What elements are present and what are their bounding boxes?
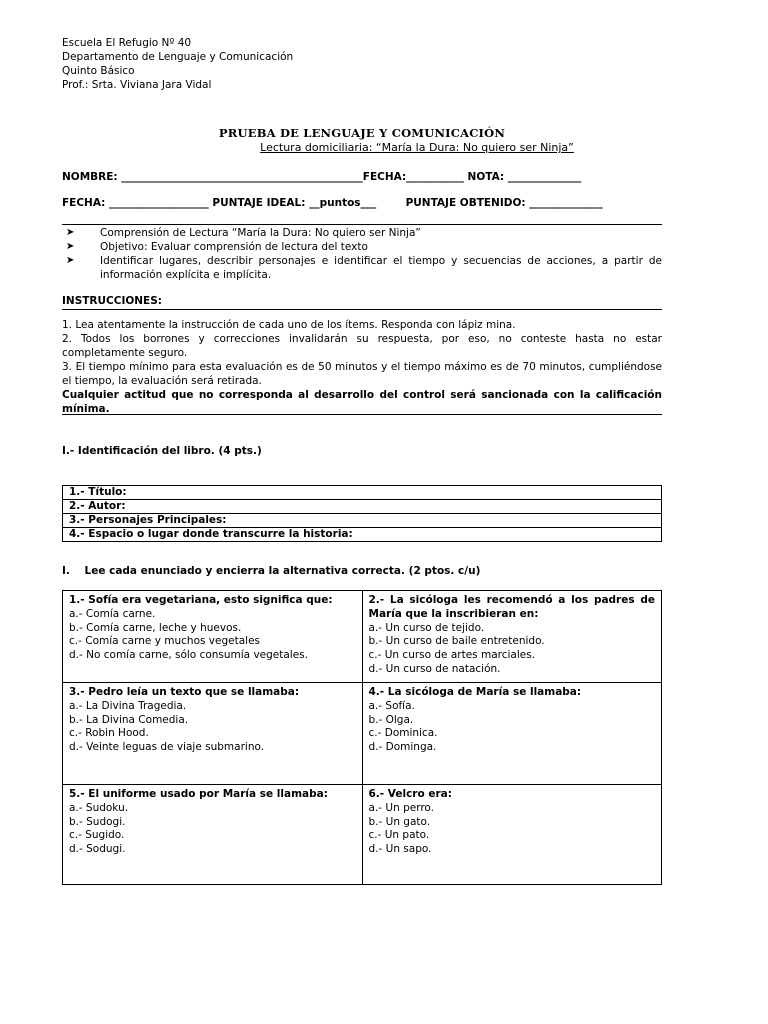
arrow-bullet-icon: ➤ bbox=[66, 227, 75, 238]
option-c[interactable]: c.- Sugido. bbox=[69, 829, 125, 842]
divider-instructions bbox=[62, 309, 662, 310]
option-b[interactable]: b.- Comía carne, leche y huevos. bbox=[69, 621, 242, 634]
option-b[interactable]: b.- Olga. bbox=[368, 713, 414, 726]
option-a[interactable]: a.- Sofía. bbox=[368, 699, 415, 712]
exam-title: PRUEBA DE LENGUAJE Y COMUNICACIÓN bbox=[218, 126, 506, 140]
option-d[interactable]: d.- Veinte leguas de viaje submarino. bbox=[69, 741, 265, 754]
option-a[interactable]: a.- La Divina Tragedia. bbox=[69, 699, 187, 712]
question-cell bbox=[362, 591, 662, 683]
option-b[interactable]: b.- Un curso de baile entretenido. bbox=[368, 635, 545, 648]
exam-subtitle bbox=[62, 141, 662, 154]
multiple-choice-table bbox=[62, 590, 662, 885]
option-d[interactable]: d.- Un sapo. bbox=[368, 843, 432, 856]
nombre-field[interactable]: ______________________________________________ bbox=[121, 171, 363, 183]
question-stem: 1.- Sofía era vegetariana, esto significa que: bbox=[69, 594, 333, 606]
question-cell bbox=[63, 683, 363, 785]
objectives-list bbox=[62, 226, 662, 282]
book-setting-row[interactable]: 4.- Espacio o lugar donde transcurre la historia: bbox=[63, 528, 662, 542]
instructions-block bbox=[62, 318, 662, 416]
instruction-item: 2. Todos los borrones y correcciones invalidarán su respuesta, por eso, no conteste hasta no estar completamente seguro. bbox=[62, 333, 662, 359]
option-a[interactable]: a.- Comía carne. bbox=[69, 607, 156, 620]
instruction-item: 1. Lea atentamente la instrucción de cada uno de los ítems. Responda con lápiz mina. bbox=[62, 319, 516, 331]
question-stem: 4.- La sicóloga de María se llamaba: bbox=[368, 686, 582, 698]
puntaje-ideal-label: PUNTAJE IDEAL: bbox=[212, 197, 306, 209]
puntaje-obtenido-label: PUNTAJE OBTENIDO: bbox=[405, 197, 526, 209]
fecha-label: FECHA: bbox=[362, 171, 407, 183]
instructions-heading: INSTRUCCIONES: bbox=[62, 295, 162, 307]
grade-level: Quinto Básico bbox=[62, 65, 135, 77]
option-c[interactable]: c.- Dominica. bbox=[368, 727, 438, 740]
option-b[interactable]: b.- La Divina Comedia. bbox=[69, 713, 189, 726]
school-name: Escuela El Refugio Nº 40 bbox=[62, 37, 192, 49]
option-d[interactable]: d.- Sodugi. bbox=[69, 843, 126, 856]
nombre-label: NOMBRE: bbox=[62, 171, 118, 183]
instruction-item: 3. El tiempo mínimo para esta evaluación es de 50 minutos y el tiempo máximo es de 70 minutos, cumpliéndose el tiempo, la evaluación será retirada. bbox=[62, 361, 662, 387]
objective-item bbox=[62, 240, 662, 254]
objective-text: Identificar lugares, describir personajes e identificar el tiempo y secuencias de acciones, a partir de información explícita e implícita. bbox=[100, 255, 662, 281]
question-cell bbox=[362, 683, 662, 785]
puntaje-obtenido-field[interactable]: ______________ bbox=[529, 197, 603, 209]
instruction-warning: Cualquier actitud que no corresponda al desarrollo del control será sancionada con la calificación mínima. bbox=[62, 389, 662, 415]
divider-bottom bbox=[62, 414, 662, 415]
objective-text: Comprensión de Lectura “María la Dura: No quiero ser Ninja” bbox=[100, 227, 421, 239]
option-a[interactable]: a.- Un curso de tejido. bbox=[368, 621, 485, 634]
divider-top bbox=[62, 224, 662, 225]
section2-heading: I. Lee cada enunciado y encierra la alternativa correcta. (2 ptos. c/u) bbox=[62, 565, 481, 577]
arrow-bullet-icon: ➤ bbox=[66, 241, 75, 252]
option-a[interactable]: a.- Un perro. bbox=[368, 801, 434, 814]
question-stem: 3.- Pedro leía un texto que se llamaba: bbox=[69, 686, 300, 698]
fecha-field[interactable]: ___________ bbox=[406, 171, 464, 183]
nota-field[interactable]: ______________ bbox=[507, 171, 582, 183]
teacher-name: Prof.: Srta. Viviana Jara Vidal bbox=[62, 79, 212, 91]
option-c[interactable]: c.- Un curso de artes marciales. bbox=[368, 649, 536, 662]
question-cell bbox=[362, 785, 662, 885]
question-cell bbox=[63, 591, 363, 683]
arrow-bullet-icon: ➤ bbox=[66, 255, 75, 266]
option-b[interactable]: b.- Un gato. bbox=[368, 815, 431, 828]
objective-item bbox=[62, 226, 662, 240]
option-c[interactable]: c.- Robin Hood. bbox=[69, 727, 149, 740]
question-cell bbox=[63, 785, 363, 885]
department-name: Departamento de Lenguaje y Comunicación bbox=[62, 51, 294, 63]
book-identification-table bbox=[62, 485, 662, 542]
question-stem: 5.- El uniforme usado por María se llamaba: bbox=[69, 788, 328, 800]
nota-label: NOTA: bbox=[467, 171, 505, 183]
question-stem: 2.- La sicóloga les recomendó a los padres de María que la inscribieran en: bbox=[368, 594, 655, 620]
fecha2-field[interactable]: ___________________ bbox=[109, 197, 209, 209]
exam-subtitle-text: Lectura domiciliaria: “María la Dura: No quiero ser Ninja” bbox=[260, 141, 574, 154]
option-b[interactable]: b.- Sudogi. bbox=[69, 815, 126, 828]
objective-item bbox=[62, 254, 662, 282]
option-c[interactable]: c.- Un pato. bbox=[368, 829, 430, 842]
section1-heading: I.- Identificación del libro. (4 pts.) bbox=[62, 445, 262, 457]
question-stem: 6.- Velcro era: bbox=[368, 788, 452, 800]
fecha2-label: FECHA: bbox=[62, 197, 106, 209]
option-d[interactable]: d.- No comía carne, sólo consumía vegetales. bbox=[69, 649, 308, 662]
score-row bbox=[62, 197, 603, 209]
option-a[interactable]: a.- Sudoku. bbox=[69, 801, 129, 814]
option-c[interactable]: c.- Comía carne y muchos vegetales bbox=[69, 635, 260, 648]
book-title-row[interactable]: 1.- Título: bbox=[63, 486, 662, 500]
option-d[interactable]: d.- Dominga. bbox=[368, 741, 437, 754]
option-d[interactable]: d.- Un curso de natación. bbox=[368, 662, 501, 675]
book-author-row[interactable]: 2.- Autor: bbox=[63, 500, 662, 514]
objective-text: Objetivo: Evaluar comprensión de lectura del texto bbox=[100, 241, 368, 253]
student-info-row bbox=[62, 171, 581, 183]
puntaje-ideal-value: __puntos___ bbox=[309, 197, 377, 209]
book-characters-row[interactable]: 3.- Personajes Principales: bbox=[63, 514, 662, 528]
